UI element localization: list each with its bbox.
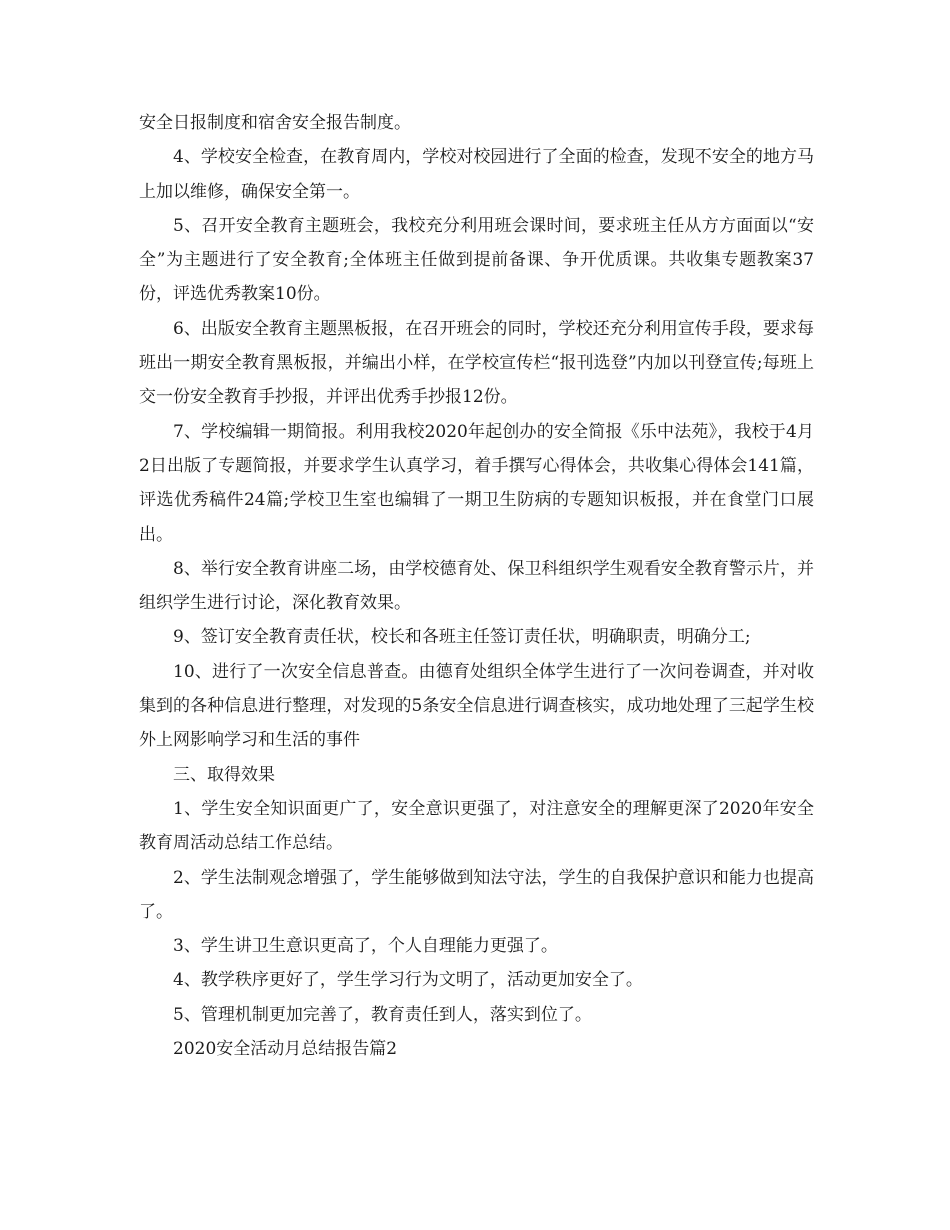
section-heading-results: 三、取得效果 bbox=[173, 764, 275, 785]
next-article-title: 2020安全活动月总结报告篇2 bbox=[173, 1039, 398, 1060]
result-item-3: 3、学生讲卫生意识更高了，个人自理能力更强了。 bbox=[173, 936, 558, 957]
paragraph-item-7: 7、学校编辑一期简报。利用我校2020年起创办的安全简报《乐中法苑》，我校于4月2日出版了专题简报，并要求学生认真学习，着手撰写心得体会，共收集心得体会141篇，评选优秀稿件24篇;学校卫生室也编辑了一期卫生防病的专题知识板报，并在食堂门口展出。 bbox=[139, 421, 814, 545]
paragraph-item-10: 10、进行了一次安全信息普查。由德育处组织全体学生进行了一次问卷调查，并对收集到的各种信息进行整理，对发现的5条安全信息进行调查核实，成功地处理了三起学生校外上网影响学习和生活的事件 bbox=[139, 661, 814, 751]
paragraph-item-8: 8、举行安全教育讲座二场，由学校德育处、保卫科组织学生观看安全教育警示片，并组织学生进行讨论，深化教育效果。 bbox=[139, 558, 814, 614]
result-item-5: 5、管理机制更加完善了，教育责任到人，落实到位了。 bbox=[173, 1004, 592, 1025]
result-item-2: 2、学生法制观念增强了，学生能够做到知法守法，学生的自我保护意识和能力也提高了。 bbox=[139, 867, 814, 922]
result-item-4: 4、教学秩序更好了，学生学习行为文明了，活动更加安全了。 bbox=[173, 970, 643, 991]
paragraph-continuation: 安全日报制度和宿舍安全报告制度。 bbox=[139, 113, 411, 133]
paragraph-item-6: 6、出版安全教育主题黑板报，在召开班会的同时，学校还充分利用宣传手段，要求每班出一期安全教育黑板报，并编出小样，在学校宣传栏“报刊选登”内加以刊登宣传;每班上交一份安全教育手抄报，并评出优秀手抄报12份。 bbox=[139, 318, 814, 408]
result-item-1: 1、学生安全知识面更广了，安全意识更强了，对注意安全的理解更深了2020年安全教育周活动总结工作总结。 bbox=[139, 798, 814, 854]
paragraph-item-5: 5、召开安全教育主题班会，我校充分利用班会课时间，要求班主任从方方面面以“安全”为主题进行了安全教育;全体班主任做到提前备课、争开优质课。共收集专题教案37份，评选优秀教案10份。 bbox=[139, 215, 814, 305]
paragraph-item-9: 9、签订安全教育责任状，校长和各班主任签订责任状，明确职责，明确分工; bbox=[173, 627, 751, 648]
paragraph-item-4: 4、学校安全检查，在教育周内，学校对校园进行了全面的检查，发现不安全的地方马上加以维修，确保安全第一。 bbox=[139, 147, 814, 202]
document-page bbox=[139, 106, 814, 1066]
